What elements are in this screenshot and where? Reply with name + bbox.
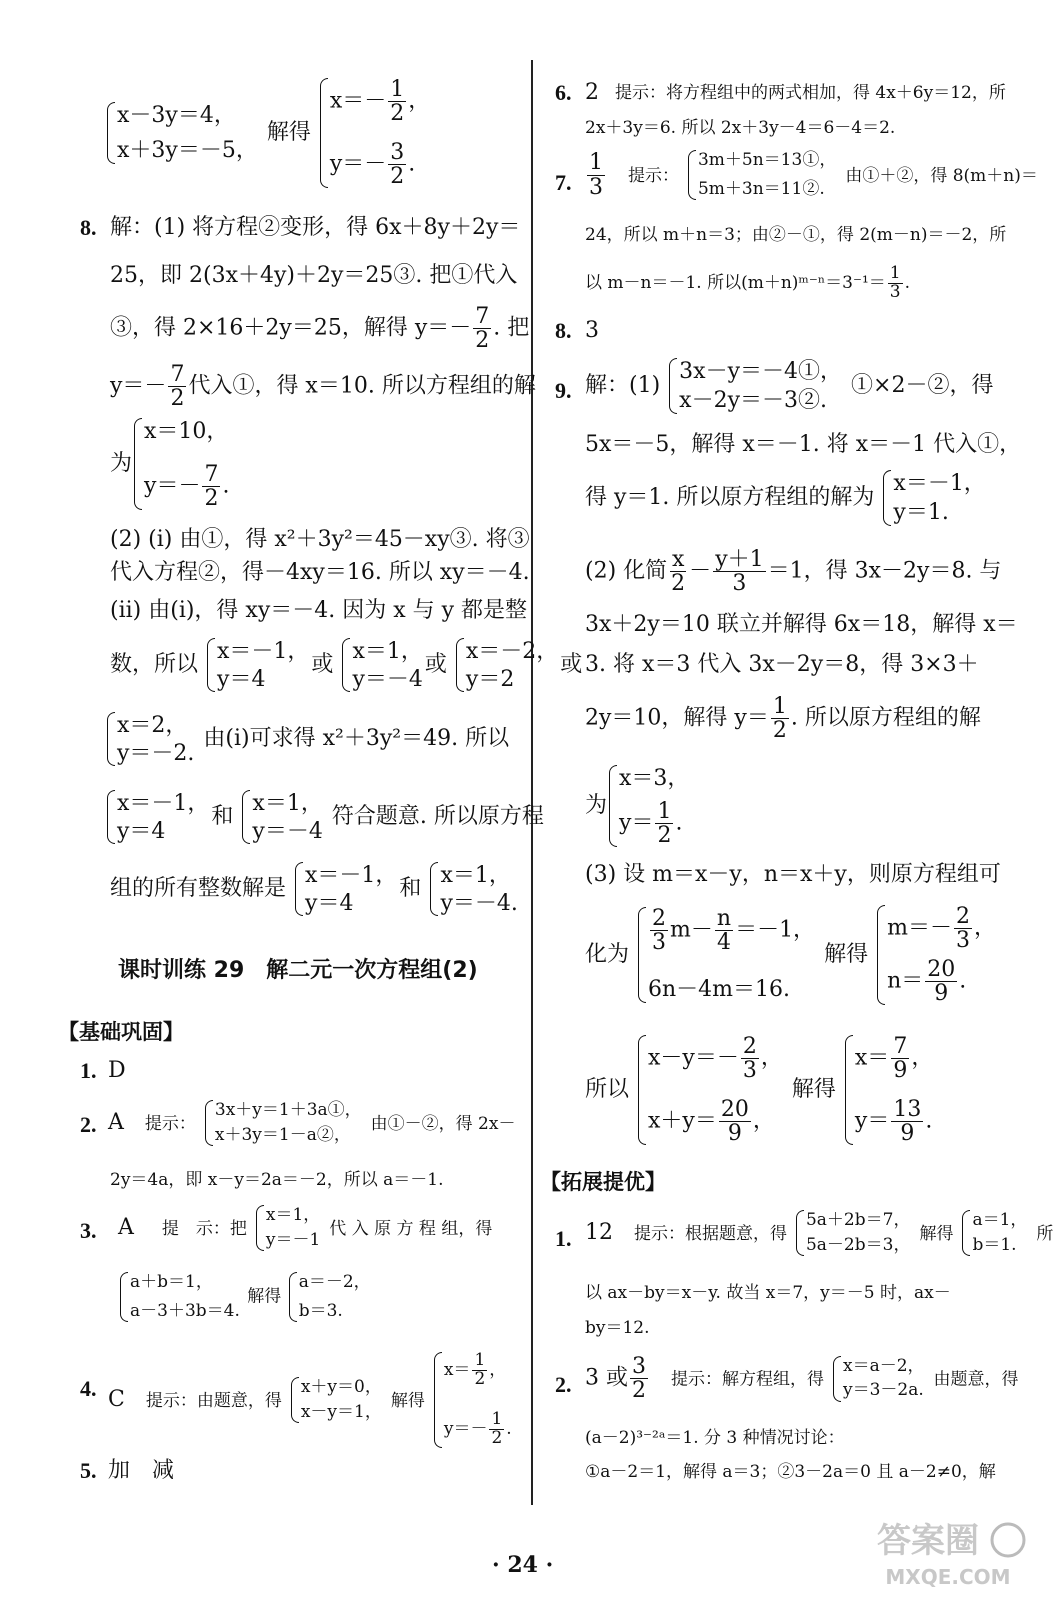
system-candidate: x＝－2， y＝2 — [456, 638, 558, 692]
text-line: 以 m－n＝－1. 所以(m＋n)ᵐ⁻ⁿ＝3⁻¹＝ $\frac{1}{3}$ . — [585, 263, 911, 302]
page-number: · 24 · — [492, 1552, 554, 1578]
text-line: 12 提示：根据题意，得 5a＋2b＝7， 5a－2b＝3， 解得 a＝1， b＝1. 所 — [585, 1210, 1053, 1255]
word-solve: 解得 — [266, 120, 311, 145]
system-candidate: x＝2， y＝－2. — [107, 712, 194, 766]
question-number: 1. — [80, 1058, 97, 1083]
system-equations: x＋y＝0， x－y＝1， — [291, 1377, 382, 1423]
question-number: 8. — [555, 318, 572, 343]
text-line: 3x＋2y＝10 联立并解得 6x＝18，解得 x＝ — [585, 612, 1018, 637]
fraction: $\frac{7}{9}$ — [893, 1034, 908, 1084]
fraction: $\frac{20}{9}$ — [927, 956, 956, 1006]
text-line: 5x＝－5，解得 x＝－1. 将 x＝－1 代入①， — [585, 432, 1022, 457]
text-line: (a－2)³⁻²ᵃ＝1. 分 3 种情况讨论： — [585, 1428, 845, 1448]
text-line: a＋b＝1， a－3＋3b＝4. 解得 a＝－2， b＝3. — [118, 1272, 373, 1322]
fraction: $\frac{1}{2}$ — [772, 694, 787, 744]
system-equations: $\frac{2}{3}$ m－ $\frac{n}{4}$ ＝－1， 6n－4m＝16. — [638, 907, 815, 1003]
extension-heading: 【拓展提优】 — [540, 1170, 666, 1194]
system-solution: x＝10， y＝－ $\frac{7}{2}$ . — [134, 418, 229, 510]
answer: C — [108, 1387, 125, 1412]
question-number: 2. — [555, 1372, 572, 1397]
text-line: 所以 x－y＝－ $\frac{2}{3}$ ， x＋y＝ $\frac{20}{9}$ ， 解得 x＝ $\frac{7}{9}$ ， y＝ $\frac{13}{9}$ . — [585, 1034, 934, 1146]
question-number: 2. — [80, 1112, 97, 1137]
system-candidate: x＝1， y＝－4 — [342, 638, 422, 692]
system-solution: x＝ $\frac{7}{9}$ ， y＝ $\frac{13}{9}$ . — [845, 1035, 933, 1145]
text-line: 2y＝4a，即 x－y＝2a＝－2，所以 a＝－1. — [110, 1170, 444, 1190]
text-line: (3) 设 m＝x－y，n＝x＋y，则原方程组可 — [585, 862, 1001, 887]
fraction: $\frac{x}{2}$ — [671, 547, 686, 597]
fraction: $\frac{7}{2}$ — [204, 461, 219, 511]
question-number: 9. — [555, 378, 572, 403]
answer: 加 减 — [108, 1458, 175, 1483]
text-line: 25，即 2(3x＋4y)＋2y＝25③. 把①代入 — [110, 263, 518, 288]
answer: 3 — [585, 318, 599, 343]
section-title: 课时训练 29 解二元一次方程组(2) — [118, 958, 478, 983]
top-system-line — [105, 78, 432, 188]
text-line: 为 x＝10， y＝－ $\frac{7}{2}$ . — [110, 419, 230, 511]
text-line: (2) 化简 $\frac{x}{2}$ － $\frac{y+1}{3}$ ＝1，得 3x－2y＝8. 与 — [585, 547, 1002, 597]
system-equations: 3x＋y＝1＋3a①， x＋3y＝1－a②， — [205, 1100, 362, 1146]
question-number: 4. — [80, 1376, 97, 1401]
fraction: $\frac{1}{3}$ — [889, 263, 901, 302]
question-number: 3. — [80, 1218, 97, 1243]
watermark-logo-text: 答案圈 — [877, 1521, 979, 1561]
text-line: ③，得 2×16＋2y＝25，解得 y＝－ $\frac{7}{2}$ . 把 — [110, 304, 530, 354]
text-line: $\frac{1}{3}$ 提示： 3m＋5n＝13①， 5m＋3n＝11②. 由①＋②，得 8(m＋n)＝ — [589, 150, 1038, 200]
text-line: 提示：将方程组中的两式相加，得 4x＋6y＝12，所 — [615, 83, 1006, 103]
system-solution: x＝a－2， y＝3－2a. — [833, 1356, 925, 1402]
answer: A — [108, 1110, 124, 1135]
fraction: $\frac{7}{2}$ — [170, 362, 185, 412]
fraction: $\frac{2}{3}$ — [652, 906, 667, 956]
text-line: x＝－1， y＝4 和 x＝1， y＝－4 符合题意. 所以原方程 — [105, 790, 544, 844]
basics-heading: 【基础巩固】 — [58, 1020, 184, 1044]
answer: 12 — [585, 1220, 613, 1245]
fraction: $\frac{3}{2}$ — [390, 139, 405, 189]
equation: x＋3y＝－5， — [117, 137, 258, 163]
text-line: 代入方程②，得－4xy＝16. 所以 xy＝－4. — [110, 560, 530, 585]
system-equations: x－y＝－ $\frac{2}{3}$ ， x＋y＝ $\frac{20}{9}$ ， — [638, 1035, 783, 1145]
fraction: $\frac{7}{2}$ — [475, 304, 490, 354]
watermark-url: MXQE.COM — [885, 1565, 1011, 1589]
system-solution: a＝－2， b＝3. — [289, 1272, 371, 1322]
answer: D — [108, 1058, 126, 1083]
text-line: 以 ax－by＝x－y. 故当 x＝7，y＝－5 时，ax－ — [585, 1283, 951, 1303]
question-number: 6. — [555, 80, 572, 105]
system-answer: x＝－1， y＝4 — [295, 862, 397, 916]
system-candidate: x＝－1， y＝4 — [107, 790, 209, 844]
text-line: 3. 将 x＝3 代入 3x－2y＝8，得 3×3＋ — [585, 652, 979, 677]
text-line: y＝－ $\frac{7}{2}$ 代入①，得 x＝10. 所以方程组的解 — [110, 362, 536, 412]
fraction: $\frac{n}{4}$ — [716, 906, 732, 956]
text-line: (2) (i) 由①，得 x²＋3y²＝45－xy③. 将③ — [110, 527, 530, 552]
question-number: 8. — [80, 215, 97, 240]
system-solution: x＝ $\frac{1}{2}$ ， y＝－ $\frac{1}{2}$ . — [434, 1352, 512, 1448]
system-solution: a＝1， b＝1. — [962, 1210, 1027, 1256]
text-line: 为 x＝3， y＝ $\frac{1}{2}$ . — [585, 766, 690, 848]
question-number: 7. — [555, 170, 572, 195]
system-top-equations — [107, 102, 258, 164]
fraction: $\frac{20}{9}$ — [720, 1096, 749, 1146]
fraction: $\frac{1}{2}$ — [390, 77, 405, 127]
answer: A — [118, 1215, 134, 1240]
system-solution: m＝－ $\frac{2}{3}$ ， n＝ $\frac{20}{9}$ . — [877, 905, 996, 1005]
text-line: by＝12. — [585, 1318, 650, 1338]
answer-fraction: $\frac{1}{3}$ — [589, 150, 603, 200]
system-equations: 3x－y＝－4①， x－2y＝－3②. — [669, 358, 842, 414]
text-line: 2y＝10，解得 y＝ $\frac{1}{2}$ . 所以原方程组的解 — [585, 694, 981, 744]
text-line: C 提示：由题意，得 x＋y＝0， x－y＝1， 解得 x＝ $\frac{1}{2}$ ， y＝－ $\frac{1}{2}$ . — [108, 1350, 512, 1449]
fraction: $\frac{2}{3}$ — [742, 1034, 757, 1084]
system-solution: x＝3， y＝ $\frac{1}{2}$ . — [609, 765, 689, 847]
text-line: x＝2， y＝－2. 由(i)可求得 x²＋3y²＝49. 所以 — [105, 712, 509, 766]
question-number: 1. — [555, 1226, 572, 1251]
system-equations: 3m＋5n＝13①， 5m＋3n＝11②. — [688, 150, 836, 200]
fraction: $\frac{1}{2}$ — [491, 1409, 503, 1449]
equation: x－3y＝4， — [117, 103, 236, 128]
system-equations: x＝1， y＝－1 — [256, 1205, 320, 1251]
fraction: $\frac{1}{2}$ — [657, 798, 672, 848]
watermark-logo — [866, 1510, 1026, 1590]
system-equations: 5a＋2b＝7， 5a－2b＝3， — [796, 1210, 910, 1256]
text-line: 解：(1) 3x－y＝－4①， x－2y＝－3②. ①×2－②，得 — [585, 359, 994, 413]
question-number: 5. — [80, 1458, 97, 1483]
text-line: 化为 $\frac{2}{3}$ m－ $\frac{n}{4}$ ＝－1， 6n－4m＝16. 解得 m＝－ $\frac{2}{3}$ ， n＝ $\frac{20}{9}$ . — [585, 904, 996, 1006]
text-line: A 提示： 3x＋y＝1＋3a①， x＋3y＝1－a②， 由①－②，得 2x－ — [108, 1100, 516, 1145]
system-equations: a＋b＝1， a－3＋3b＝4. — [120, 1272, 240, 1322]
system-top-solution — [320, 78, 430, 188]
text-line: 组的所有整数解是 x＝－1， y＝4 和 x＝1， y＝－4. — [110, 863, 518, 916]
answer-fraction: $\frac{3}{2}$ — [632, 1354, 646, 1404]
system-candidate: x＝－1， y＝4 — [207, 638, 309, 692]
text-line: (ii) 由(i)，得 xy＝－4. 因为 x 与 y 都是整 — [110, 598, 528, 623]
answer: 2 — [585, 80, 599, 105]
fraction: $\frac{2}{3}$ — [955, 904, 970, 954]
text-line: 得 y＝1. 所以原方程组的解为 x＝－1， y＝1. — [585, 471, 986, 525]
text-line: ①a－2＝1，解得 a＝3；②3－2a＝0 且 a－2≠0，解 — [585, 1462, 996, 1482]
fraction: $\frac{13}{9}$ — [893, 1096, 922, 1146]
column-divider — [531, 60, 533, 1505]
text-line: 3 或 $\frac{3}{2}$ 提示：解方程组，得 x＝a－2， y＝3－2a. 由题意，得 — [585, 1354, 1019, 1404]
text-line: A 提 示：把 x＝1， y＝－1 代 入 原 方 程 组，得 — [118, 1205, 493, 1250]
system-solution: x＝－1， y＝1. — [883, 470, 985, 526]
fraction: $\frac{1}{2}$ — [474, 1350, 486, 1389]
solution-x: x＝－ $\frac{1}{2}$ ， — [329, 77, 431, 127]
text-line: 2x＋3y＝6. 所以 2x＋3y－4＝6－4＝2. — [585, 118, 896, 138]
system-answer: x＝1， y＝－4. — [430, 862, 517, 916]
text-line: 数，所以 x＝－1， y＝4 或 x＝1， y＝－4 或 x＝－2， y＝2 或 — [110, 639, 583, 692]
solution-y: y＝－ $\frac{3}{2}$ . — [329, 139, 416, 189]
text-line: 解：(1) 将方程②变形，得 6x＋8y＋2y＝ — [110, 215, 521, 240]
fraction: $\frac{y+1}{3}$ — [715, 547, 764, 597]
text-line: 24，所以 m＋n＝3；由②－①，得 2(m－n)＝－2，所 — [585, 225, 1007, 245]
system-candidate: x＝1， y＝－4 — [242, 790, 322, 844]
